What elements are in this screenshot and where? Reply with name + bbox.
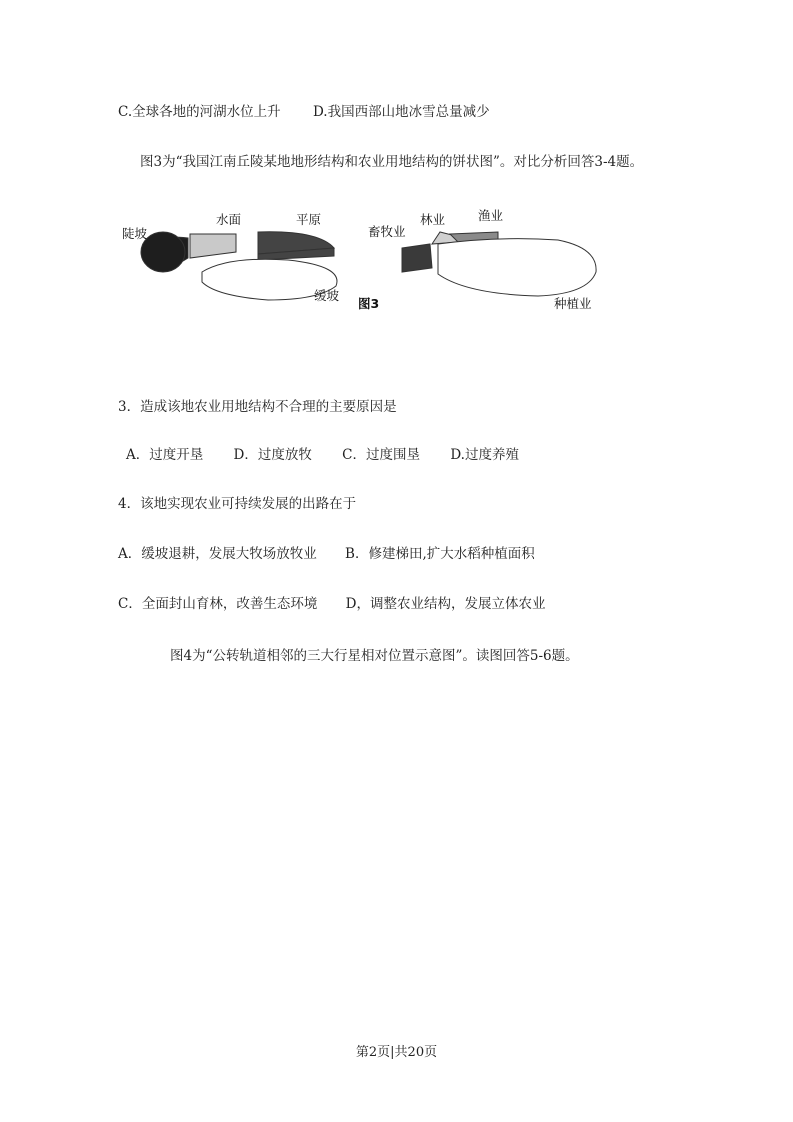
- q3-option-a: A．过度开垦: [126, 447, 204, 463]
- terrain-water-slice: [190, 234, 236, 258]
- q2-options-row: [118, 103, 490, 121]
- q4-option-c: C．全面封山育林，改善生态环境: [118, 596, 318, 612]
- q4-option-a: A．缓坡退耕，发展大牧场放牧业: [118, 546, 317, 562]
- q3-options-row: [126, 446, 519, 464]
- label-crops: 种植业: [554, 296, 592, 311]
- q4-options-cd: [118, 595, 545, 613]
- figure4-intro: 图4为“公转轨道相邻的三大行星相对位置示意图”。读图回答5-6题。: [170, 648, 579, 664]
- q4-option-b: B．修建梯田,扩大水稻种植面积: [345, 546, 535, 562]
- q2-option-d: D.我国西部山地冰雪总量减少: [312, 104, 490, 120]
- figure3-svg: [118, 196, 608, 326]
- q4-option-d: D，调整农业结构，发展立体农业: [345, 596, 546, 612]
- label-fishery: 渔业: [478, 208, 504, 223]
- label-plain: 平原: [296, 212, 322, 227]
- terrain-steep-top: [141, 232, 185, 272]
- figure3-caption: 图3: [358, 296, 380, 311]
- q3-option-c: C．过度围垦: [342, 447, 421, 463]
- agri-livestock-slice: [402, 244, 432, 272]
- agriculture-pie: [402, 232, 596, 296]
- label-steep-slope: 陡坡: [122, 226, 148, 241]
- q3-stem: 3．造成该地农业用地结构不合理的主要原因是: [118, 399, 397, 415]
- label-gentle-slope: 缓坡: [314, 288, 340, 303]
- label-forestry: 林业: [420, 212, 446, 227]
- q4-options-ab: [118, 545, 535, 563]
- terrain-pie: [141, 232, 337, 300]
- agri-crops-slice: [438, 239, 596, 296]
- label-water: 水面: [216, 212, 242, 227]
- q4-stem: 4．该地实现农业可持续发展的出路在于: [118, 496, 357, 512]
- q3-option-b: D．过度放牧: [233, 447, 312, 463]
- q2-option-c: C.全球各地的河湖水位上升: [118, 104, 281, 120]
- label-livestock: 畜牧业: [368, 224, 406, 239]
- q3-option-d: D.过度养殖: [450, 447, 519, 463]
- figure3: [118, 196, 608, 326]
- figure3-intro: 图3为“我国江南丘陵某地地形结构和农业用地结构的饼状图”。对比分析回答3-4题。: [140, 154, 644, 170]
- page-footer: 第2页|共20页: [355, 1045, 438, 1060]
